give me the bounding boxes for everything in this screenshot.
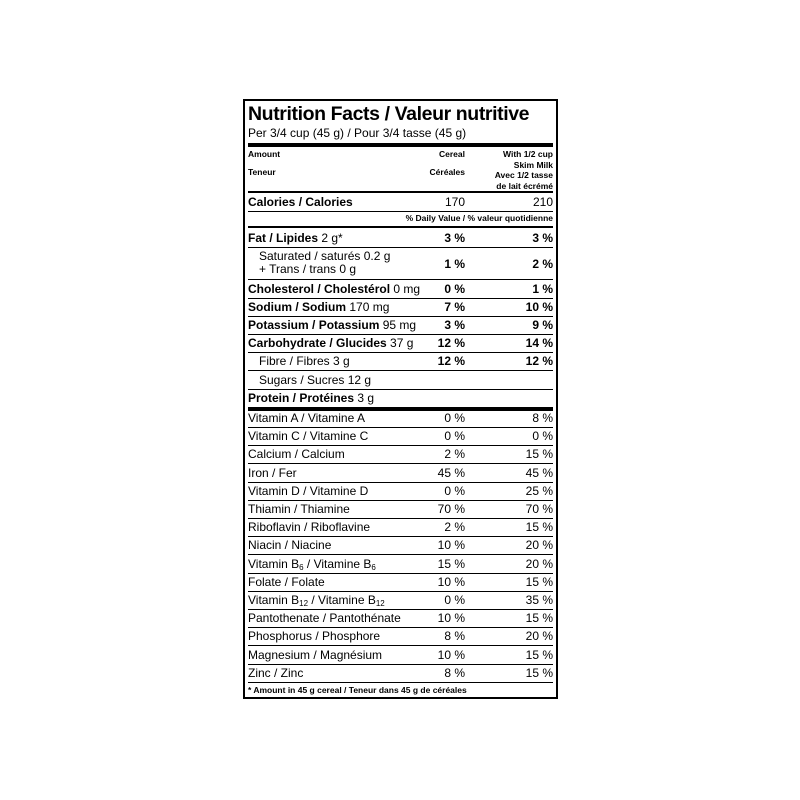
nutrient-row-sodium: Sodium / Sodium 170 mg 7 % 10 % — [248, 300, 553, 314]
vitamin-cereal-value: 10 % — [437, 647, 465, 662]
calories-cereal: 170 — [444, 195, 465, 209]
vitamin-milk-value: 15 % — [525, 447, 553, 462]
calories-row — [248, 193, 553, 211]
divider — [248, 247, 553, 248]
vitamin-milk-value: 15 % — [525, 647, 553, 662]
vitamin-row — [248, 664, 553, 682]
vitamin-label: Magnesium / Magnésium — [248, 647, 383, 662]
nutrient-row-saturated-trans: Saturated / saturés 0.2 g + Trans / trans 0 g 1 % 2 % — [259, 249, 553, 276]
calories-milk: 210 — [532, 195, 553, 209]
nutrient-row-fat: Fat / Lipides 2 g* 3 % 3 % — [248, 231, 553, 245]
vitamin-milk-value: 25 % — [525, 483, 553, 498]
calories-label: Calories / Calories — [248, 195, 353, 209]
vitamin-milk-value: 70 % — [525, 502, 553, 516]
vitamin-row — [248, 518, 553, 536]
header-amount: Amount — [248, 149, 281, 159]
serving-size: Per 3/4 cup (45 g) / Pour 3/4 tasse (45 g) — [248, 126, 467, 140]
vitamin-label: Calcium / Calcium — [248, 447, 345, 462]
vitamin-cereal-value: 10 % — [437, 538, 465, 553]
vitamin-cereal-value: 45 % — [437, 465, 465, 480]
vitamin-row — [248, 555, 553, 573]
vitamin-milk-value: 15 % — [525, 520, 553, 535]
vitamin-label: Folate / Folate — [248, 574, 325, 589]
vitamin-cereal-value: 0 % — [444, 483, 465, 498]
vitamin-cereal-value: 15 % — [437, 556, 465, 571]
vitamin-label: Vitamin D / Vitamine D — [248, 483, 369, 498]
divider — [248, 143, 553, 147]
vitamin-label: Zinc / Zinc — [248, 665, 304, 680]
vitamin-row — [248, 409, 553, 427]
vitamin-cereal-value: 8 % — [444, 629, 465, 644]
vitamin-cereal-value: 10 % — [437, 611, 465, 626]
vitamin-label: Iron / Fer — [248, 465, 297, 480]
divider — [248, 226, 553, 228]
footnote: * Amount in 45 g cereal / Teneur dans 45 g de céréales — [248, 685, 467, 695]
vitamin-label: Thiamin / Thiamine — [248, 502, 350, 516]
vitamin-row — [248, 427, 553, 445]
vitamin-row — [248, 482, 553, 500]
vitamin-label: Phosphorus / Phosphore — [248, 629, 381, 644]
vitamin-milk-value: 15 % — [525, 665, 553, 680]
vitamin-milk-value: 35 % — [525, 593, 553, 607]
vitamin-milk-value: 0 % — [532, 429, 553, 444]
nutrient-row-carbohydrate: Carbohydrate / Glucides 37 g 12 % 14 % — [248, 336, 553, 350]
vitamin-row — [248, 627, 553, 645]
vitamin-row — [248, 464, 553, 482]
nutrient-row-protein: Protein / Protéines 3 g — [248, 391, 375, 405]
vitamin-milk-value: 20 % — [525, 629, 553, 644]
vitamin-cereal-value: 10 % — [437, 574, 465, 589]
vitamin-label: Vitamin A / Vitamine A — [248, 411, 365, 425]
vitamin-label: Riboflavin / Riboflavine — [248, 520, 371, 535]
divider — [248, 682, 553, 683]
vitamin-cereal-value: 2 % — [444, 447, 465, 462]
vitamin-cereal-value: 0 % — [444, 429, 465, 444]
header-teneur: Teneur — [248, 167, 276, 177]
vitamin-cereal-value: 0 % — [444, 593, 465, 607]
vitamin-label: Vitamin C / Vitamine C — [248, 429, 369, 444]
vitamin-cereal-value: 8 % — [444, 665, 465, 680]
vitamin-row — [248, 646, 553, 664]
vitamin-row — [248, 609, 553, 627]
nutrient-row-sugars: Sugars / Sucres 12 g — [259, 373, 372, 387]
nutrient-row-fibre: Fibre / Fibres 3 g 12 % 12 % — [259, 354, 553, 368]
header-with-milk: With 1/2 cup Skim Milk Avec 1/2 tasse de lait écrémé — [494, 149, 553, 191]
nutrient-row-cholesterol: Cholesterol / Cholestérol 0 mg 0 % 1 % — [248, 282, 553, 296]
vitamin-milk-value: 15 % — [525, 574, 553, 589]
vitamin-label: Pantothenate / Pantothénate — [248, 611, 401, 626]
vitamin-milk-value: 8 % — [532, 411, 553, 425]
vitamin-cereal-value: 2 % — [444, 520, 465, 535]
vitamin-cereal-value: 70 % — [437, 502, 465, 516]
vitamin-label: Vitamin $B_{12}$ / Vitamine $B_{12}$ — [248, 593, 385, 608]
vitamin-row — [248, 573, 553, 591]
vitamin-row — [248, 445, 553, 463]
vitamin-milk-value: 20 % — [525, 538, 553, 553]
header-cereal: Cereal Céréales — [429, 149, 465, 177]
divider — [248, 211, 553, 212]
daily-value-header: % Daily Value / % valeur quotidienne — [405, 213, 553, 223]
vitamin-label: Niacin / Niacine — [248, 538, 332, 553]
vitamin-row — [248, 536, 553, 554]
vitamin-milk-value: 45 % — [525, 465, 553, 480]
vitamin-milk-value: 20 % — [525, 556, 553, 571]
vitamin-row — [248, 500, 553, 518]
nutrient-row-potassium: Potassium / Potassium 95 mg 3 % 9 % — [248, 318, 553, 332]
vitamin-label: Vitamin $B_6$ / Vitamine $B_6$ — [248, 556, 376, 572]
vitamin-milk-value: 15 % — [525, 611, 553, 626]
vitamin-cereal-value: 0 % — [444, 411, 465, 425]
nutrition-facts-panel — [243, 99, 558, 699]
vitamin-row — [248, 591, 553, 609]
panel-title: Nutrition Facts / Valeur nutritive — [248, 103, 530, 125]
